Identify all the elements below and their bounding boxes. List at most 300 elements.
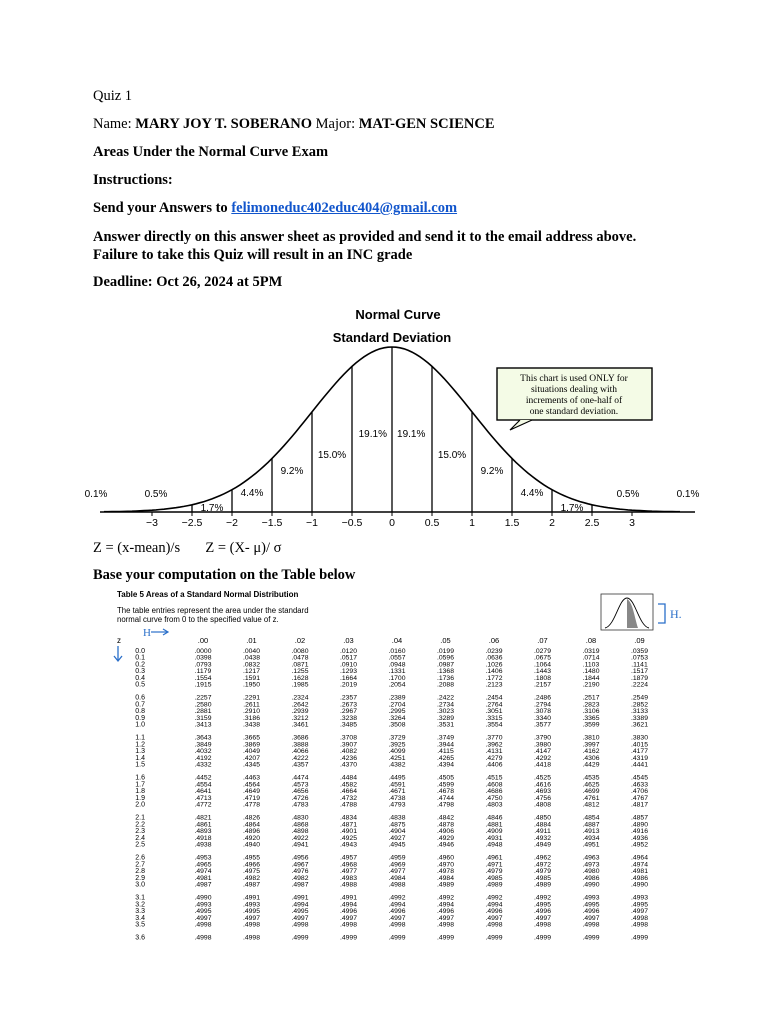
table-z-value: 2.3 <box>135 828 145 836</box>
table-cell: .4992 <box>485 894 503 902</box>
table-cell: .4838 <box>388 814 406 822</box>
table-cell: .4082 <box>339 748 358 756</box>
table-cell: .4987 <box>242 881 261 889</box>
name-line <box>93 116 495 133</box>
table-cell: .4982 <box>242 874 261 882</box>
table-cell: .2517 <box>582 694 600 702</box>
table-cell: .4429 <box>582 761 600 769</box>
table-cell: .2324 <box>291 694 309 702</box>
formula-2: Z = (X- μ)/ σ <box>205 540 282 556</box>
table-cell: .4995 <box>630 901 649 909</box>
table-z-value: 3.3 <box>135 908 145 916</box>
table-cell: .4989 <box>485 881 503 889</box>
table-cell: .4564 <box>242 781 261 789</box>
table-cell: .0910 <box>339 661 358 669</box>
table-cell: .4332 <box>194 761 212 769</box>
table-cell: .0753 <box>630 654 649 662</box>
table-cell: .4236 <box>339 754 358 762</box>
table-cell: .4967 <box>291 861 309 869</box>
table-cell: .4846 <box>485 814 503 822</box>
table-cell: .4997 <box>630 908 649 916</box>
percent-label: 15.0% <box>437 450 467 461</box>
note-line-3: increments of one-half of <box>525 396 623 406</box>
table-column-header: .08 <box>585 636 597 645</box>
table-z-value: 1.8 <box>135 788 145 796</box>
table-cell: .0438 <box>242 654 261 662</box>
table-cell: .4015 <box>630 741 649 749</box>
table-cell: .4996 <box>339 908 358 916</box>
table-cell: .4980 <box>582 868 600 876</box>
table-cell: .4382 <box>388 761 406 769</box>
table-z-value: 3.0 <box>135 881 145 889</box>
tick-label: 2 <box>549 517 555 529</box>
table-cell: .3907 <box>339 741 358 749</box>
table-row <box>135 802 648 809</box>
table-cell: .1554 <box>194 674 212 682</box>
table-cell: .1628 <box>291 674 309 682</box>
table-cell: .4984 <box>388 874 406 882</box>
table-cell: .0398 <box>194 654 212 662</box>
tick-labels <box>146 517 635 529</box>
table-cell: .1217 <box>242 668 261 676</box>
table-cell: .4868 <box>291 821 309 829</box>
table-z-value: 3.5 <box>135 921 145 929</box>
table-cell: .4992 <box>533 894 552 902</box>
table-cell: .2939 <box>291 708 309 716</box>
exam-title <box>93 144 328 161</box>
table-cell: .1331 <box>388 668 406 676</box>
table-z-value: 1.6 <box>135 774 145 782</box>
table-cell: .3888 <box>291 741 309 749</box>
table-cell: .1808 <box>533 674 552 682</box>
table-desc-1: The table entries represent the area under the standard <box>117 606 309 615</box>
table-cell: .4972 <box>533 861 552 869</box>
table-cell: .1517 <box>630 668 649 676</box>
formula-1: Z = (x-mean)/s <box>93 540 181 556</box>
table-cell: .4961 <box>485 854 503 862</box>
table-column-header: .00 <box>197 636 209 645</box>
percent-label: 9.2% <box>280 466 304 477</box>
table-cell: .4951 <box>582 841 600 849</box>
table-cell: .1179 <box>194 668 212 676</box>
table-z-value: 1.1 <box>135 734 145 742</box>
answer-instructions <box>93 228 713 264</box>
table-cell: .4678 <box>436 788 455 796</box>
table-cell: .3212 <box>291 714 309 722</box>
tick-label: 3 <box>629 517 635 529</box>
table-cell: .4726 <box>291 794 309 802</box>
handwritten-bracket <box>658 604 665 623</box>
table-cell: .1700 <box>388 674 406 682</box>
table-cell: .4732 <box>339 794 358 802</box>
table-cell: .4115 <box>437 748 454 756</box>
table-cell: .4983 <box>339 874 358 882</box>
table-cell: .4931 <box>485 834 503 842</box>
table-inset-curve <box>601 594 653 630</box>
table-cell: .4993 <box>582 894 600 902</box>
percent-label: 9.2% <box>480 466 504 477</box>
table-cell: .4971 <box>485 861 503 869</box>
table-cell: .2454 <box>485 694 503 702</box>
table-cell: .4981 <box>630 868 649 876</box>
table-cell: .4940 <box>242 841 261 849</box>
table-cell: .2224 <box>630 681 649 689</box>
table-cell: .4963 <box>582 854 600 862</box>
quiz-title: Quiz 1 <box>93 88 133 104</box>
percent-label: 4.4% <box>520 488 544 499</box>
table-cell: .4929 <box>436 834 455 842</box>
table-cell: .4608 <box>485 781 503 789</box>
percent-label: 0.5% <box>144 489 168 500</box>
table-cell: .4826 <box>242 814 261 822</box>
table-cell: .3810 <box>582 734 600 742</box>
table-cell: .4938 <box>194 841 212 849</box>
table-cell: .3643 <box>194 734 212 742</box>
table-cell: .4830 <box>291 814 309 822</box>
table-cell: .4970 <box>436 861 455 869</box>
table-cell: .3554 <box>485 721 503 729</box>
table-cell: .1406 <box>485 668 503 676</box>
table-cell: .2967 <box>339 708 358 716</box>
table-cell: .4706 <box>630 788 649 796</box>
table-cell: .4986 <box>582 874 600 882</box>
table-cell: .3944 <box>436 741 455 749</box>
table-column-header: .02 <box>294 636 306 645</box>
table-heading <box>93 567 355 584</box>
table-z-value: 2.9 <box>135 874 145 882</box>
handwritten-h-mark <box>143 627 168 639</box>
table-cell: .4222 <box>291 754 309 762</box>
table-cell: .0675 <box>533 654 552 662</box>
formula-line <box>93 540 281 557</box>
table-cell: .4756 <box>533 794 552 802</box>
table-cell: .4788 <box>339 801 358 809</box>
table-cell: .2422 <box>436 694 455 702</box>
table-cell: .4505 <box>436 774 455 782</box>
table-cell: .4991 <box>242 894 261 902</box>
table-cell: .4772 <box>194 801 212 809</box>
answer-line-2: Failure to take this Quiz will result in an INC grade <box>93 247 413 263</box>
send-line <box>93 200 457 217</box>
table-cell: .4817 <box>630 801 649 809</box>
table-column-header: .09 <box>634 636 645 645</box>
table-cell: .4984 <box>436 874 455 882</box>
table-cell: .4906 <box>436 828 455 836</box>
table-row <box>135 842 648 849</box>
table-cell: .4904 <box>388 828 406 836</box>
table-cell: .3729 <box>388 734 406 742</box>
table-column-header: .06 <box>488 636 500 645</box>
table-cell: .4901 <box>339 828 358 836</box>
table-cell: .4911 <box>534 828 551 836</box>
table-cell: .0279 <box>533 648 552 655</box>
table-cell: .4993 <box>630 894 649 902</box>
percent-label: 15.0% <box>317 450 347 461</box>
tick-label: −1 <box>306 517 318 529</box>
table-row <box>135 722 648 729</box>
table-cell: .0636 <box>485 654 503 662</box>
table-cell: .4932 <box>533 834 552 842</box>
table-cell: .4999 <box>533 934 552 942</box>
table-cell: .2852 <box>630 701 649 709</box>
table-cell: .4996 <box>388 908 406 916</box>
table-cell: .4573 <box>291 781 309 789</box>
note-line-1: This chart is used ONLY for <box>520 374 628 384</box>
table-cell: .4960 <box>436 854 455 862</box>
table-z-value: 1.0 <box>135 721 145 729</box>
table-cell: .4945 <box>388 841 406 849</box>
table-cell: .4713 <box>194 794 212 802</box>
table-cell: .4463 <box>242 774 261 782</box>
table-cell: .4998 <box>436 921 455 929</box>
table-cell: .4955 <box>242 854 261 862</box>
table-cell: .4099 <box>388 748 406 756</box>
table-z-value: 2.5 <box>135 841 145 849</box>
instructions-label <box>93 172 173 189</box>
table-cell: .4265 <box>436 754 455 762</box>
table-cell: .4956 <box>291 854 309 862</box>
table-cell: .4916 <box>630 828 649 836</box>
table-caption: Table 5 Areas of a Standard Normal Distribution <box>117 590 299 599</box>
table-cell: .4998 <box>242 921 261 929</box>
table-cell: .4996 <box>485 908 503 916</box>
table-cell: .4192 <box>194 754 212 762</box>
table-cell: .4884 <box>533 821 552 829</box>
table-cell: .3508 <box>388 721 406 729</box>
table-cell: .4812 <box>582 801 600 809</box>
table-cell: .3238 <box>339 714 358 722</box>
table-cell: .4997 <box>533 914 552 922</box>
table-cell: .4834 <box>339 814 358 822</box>
table-cell: .4994 <box>388 901 406 909</box>
table-cell: .3389 <box>630 714 649 722</box>
note-line-4: one standard deviation. <box>529 407 619 417</box>
table-cell: .3159 <box>194 714 212 722</box>
table-cell: .0319 <box>582 648 600 655</box>
table-cell: .0239 <box>485 648 503 655</box>
table-cell: .4990 <box>630 881 649 889</box>
table-z-value: 1.4 <box>135 754 145 762</box>
table-cell: .4554 <box>194 781 212 789</box>
table-z-value: 3.1 <box>135 894 145 902</box>
table-cell: .4977 <box>339 868 358 876</box>
table-cell: .4370 <box>339 761 358 769</box>
standard-normal-table <box>93 590 703 942</box>
table-cell: .4997 <box>339 914 358 922</box>
table-cell: .4649 <box>242 788 261 796</box>
table-column-header: .05 <box>440 636 451 645</box>
table-cell: .3186 <box>242 714 261 722</box>
table-cell: .2764 <box>485 701 503 709</box>
table-z-value: 3.2 <box>135 901 145 909</box>
table-cell: .4998 <box>194 934 212 942</box>
curve-title: Normal Curve <box>355 307 441 322</box>
table-z-value: 0.2 <box>135 661 145 669</box>
table-z-value: 0.6 <box>135 694 145 702</box>
table-cell: .1293 <box>339 668 358 676</box>
table-cell: .4991 <box>339 894 358 902</box>
table-z-value: 2.6 <box>135 854 145 862</box>
table-cell: .4995 <box>291 908 309 916</box>
table-cell: .4998 <box>388 921 406 929</box>
table-cell: .2823 <box>582 701 600 709</box>
table-cell: .3830 <box>630 734 649 742</box>
table-cell: .3665 <box>242 734 261 742</box>
table-cell: .4793 <box>388 801 406 809</box>
instructions-label-text: Instructions: <box>93 172 173 188</box>
table-cell: .4994 <box>485 901 503 909</box>
table-cell: .4641 <box>194 788 212 796</box>
table-cell: .4996 <box>436 908 455 916</box>
table-z-value: 2.7 <box>135 861 145 869</box>
tick-label: −0.5 <box>341 517 363 529</box>
table-cell: .4959 <box>388 854 406 862</box>
table-cell: .4934 <box>582 834 600 842</box>
table-cell: .4850 <box>533 814 552 822</box>
table-cell: .2881 <box>194 708 212 716</box>
table-cell: .4995 <box>194 908 212 916</box>
table-cell: .0040 <box>242 648 261 655</box>
table-cell: .4986 <box>630 874 649 882</box>
table-cell: .4808 <box>533 801 552 809</box>
table-cell: .3869 <box>242 741 261 749</box>
table-cell: .4864 <box>242 821 261 829</box>
table-cell: .0557 <box>388 654 406 662</box>
table-cell: .4207 <box>242 754 261 762</box>
table-cell: .4761 <box>582 794 600 802</box>
table-cell: .1591 <box>242 674 261 682</box>
table-cell: .4767 <box>630 794 649 802</box>
table-cell: .4996 <box>582 908 600 916</box>
note-line-2: situations dealing with <box>530 385 618 395</box>
table-z-value: 0.9 <box>135 714 145 722</box>
table-cell: .4997 <box>291 914 309 922</box>
table-z-value: 0.0 <box>135 648 145 655</box>
table-cell: .1141 <box>631 661 648 669</box>
table-cell: .2794 <box>533 701 552 709</box>
table-cell: .4991 <box>291 894 309 902</box>
table-cell: .3708 <box>339 734 358 742</box>
table-cell: .0714 <box>582 654 600 662</box>
deadline-text: Deadline: Oct 26, 2024 at 5PM <box>93 274 283 290</box>
table-cell: .4996 <box>533 908 552 916</box>
table-cell: .4898 <box>291 828 309 836</box>
percent-label: 0.1% <box>84 489 108 500</box>
table-cell: .4966 <box>242 861 261 869</box>
table-cell: .4995 <box>533 901 552 909</box>
table-cell: .4943 <box>339 841 358 849</box>
table-cell: .4969 <box>388 861 406 869</box>
table-cell: .4936 <box>630 834 649 842</box>
table-z-value: 1.9 <box>135 794 145 802</box>
table-cell: .4994 <box>291 901 309 909</box>
table-cell: .4922 <box>291 834 309 842</box>
table-cell: .1950 <box>242 681 261 689</box>
table-cell: .2704 <box>388 701 406 709</box>
table-cell: .4949 <box>533 841 552 849</box>
table-cell: .4998 <box>485 921 503 929</box>
percent-label: 0.5% <box>616 489 640 500</box>
table-cell: .1736 <box>436 674 455 682</box>
table-cell: .1879 <box>630 674 649 682</box>
table-cell: .4995 <box>582 901 600 909</box>
table-cell: .1026 <box>485 661 503 669</box>
table-cell: .4474 <box>291 774 309 782</box>
table-cell: .3461 <box>291 721 309 729</box>
table-cell: .4997 <box>194 914 212 922</box>
table-z-value: 0.4 <box>135 674 145 682</box>
table-cell: .4591 <box>388 781 406 789</box>
table-cell: .3577 <box>533 721 552 729</box>
table-column-header: .04 <box>391 636 403 645</box>
percent-label: 4.4% <box>240 488 264 499</box>
table-cell: .4952 <box>630 841 649 849</box>
table-cell: .2389 <box>388 694 406 702</box>
table-cell: .4357 <box>291 761 309 769</box>
table-cell: .0596 <box>436 654 455 662</box>
table-cell: .0478 <box>291 654 309 662</box>
table-cell: .4032 <box>194 748 212 756</box>
table-cell: .3621 <box>630 721 649 729</box>
table-cell: .4515 <box>485 774 503 782</box>
table-cell: .4319 <box>630 754 649 762</box>
table-z-value: 0.1 <box>135 654 145 662</box>
table-cell: .4997 <box>388 914 406 922</box>
table-cell: .3790 <box>533 734 552 742</box>
table-cell: .0987 <box>436 661 455 669</box>
table-cell: .4484 <box>339 774 358 782</box>
table-cell: .4979 <box>533 868 552 876</box>
table-heading-text: Base your computation on the Table below <box>93 567 356 583</box>
table-cell: .3925 <box>388 741 406 749</box>
table-row <box>135 762 648 769</box>
table-cell: .3770 <box>485 734 503 742</box>
student-major: MAT-GEN SCIENCE <box>358 116 495 132</box>
table-cell: .4861 <box>194 821 212 829</box>
table-cell: .4719 <box>242 794 261 802</box>
table-cell: .2123 <box>485 681 503 689</box>
table-row <box>135 922 648 929</box>
table-cell: .4979 <box>485 868 503 876</box>
table-cell: .1772 <box>485 674 503 682</box>
table-cell: .4975 <box>242 868 261 876</box>
table-cell: .4998 <box>291 921 309 929</box>
table-cell: .4925 <box>339 834 358 842</box>
table-cell: .2257 <box>194 694 212 702</box>
table-cell: .4345 <box>242 761 261 769</box>
table-cell: .4656 <box>291 788 309 796</box>
table-z-value: 1.7 <box>135 781 145 789</box>
table-cell: .4995 <box>242 908 261 916</box>
table-cell: .0160 <box>388 648 406 655</box>
table-row <box>135 682 648 689</box>
table-cell: .4625 <box>582 781 600 789</box>
table-cell: .4871 <box>339 821 358 829</box>
email-link[interactable]: felimoneduc402educ404@gmail.com <box>231 200 458 216</box>
table-z-value: 2.1 <box>135 814 145 822</box>
table-cell: .4973 <box>582 861 600 869</box>
table-cell: .2995 <box>388 708 406 716</box>
table-cell: .3078 <box>533 708 552 716</box>
table-cell: .4999 <box>291 934 309 942</box>
table-column-header: .01 <box>246 636 257 645</box>
tick-label: −2.5 <box>181 517 203 529</box>
table-cell: .4750 <box>485 794 503 802</box>
table-cell: .4962 <box>533 854 552 862</box>
tick-label: 0.5 <box>424 517 440 529</box>
table-cell: .2157 <box>533 681 552 689</box>
table-cell: .2190 <box>582 681 600 689</box>
